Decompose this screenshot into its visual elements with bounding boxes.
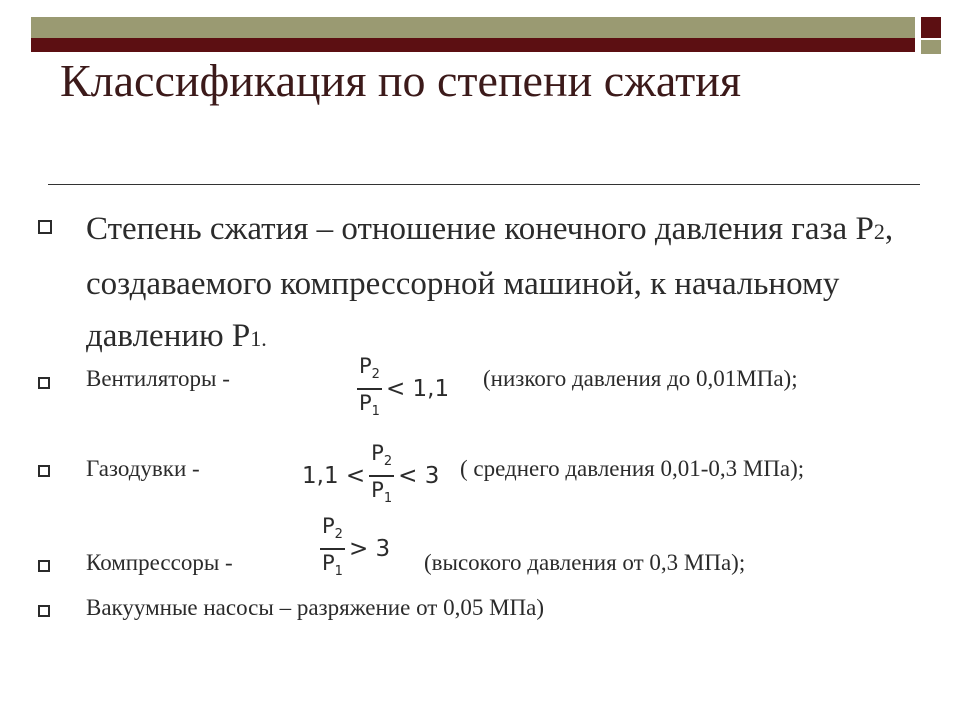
fraction-denominator: $P_1$ (359, 391, 380, 420)
fraction (320, 513, 345, 585)
fraction-denominator: $P_1$ (371, 478, 393, 507)
fraction (369, 440, 394, 512)
bullet-square-icon (38, 605, 50, 617)
formula-relation: < 1,1 (385, 376, 450, 403)
header-decor-bar (31, 17, 915, 38)
fraction-numerator: $P_2$ (357, 353, 382, 390)
fraction-numerator: $P_2$ (369, 440, 394, 477)
formula-relation: > 3 (348, 536, 391, 563)
item-note-blowers: ( среднего давления 0,01-0,3 МПа); (460, 456, 805, 481)
corner-decor-square-lower (921, 40, 941, 54)
definition-period: . (261, 326, 267, 351)
corner-decor-square (921, 17, 941, 38)
formula-fans (357, 353, 453, 425)
item-label-fans: Вентиляторы - (86, 366, 230, 391)
formula-compressors (320, 513, 394, 585)
definition-part2: , создаваемого компрессорной машиной, к начальному давлению Р (86, 211, 894, 354)
bullet-square-icon (38, 560, 50, 572)
item-label-vacuum-pumps: Вакуумные насосы – разряжение от 0,05 МПа) (86, 595, 545, 620)
definition-subscript-2: 2 (873, 219, 885, 244)
item-note-compressors: (высокого давления от 0,3 МПа); (424, 550, 746, 575)
title-divider (48, 184, 920, 185)
slide-title: Классификация по степени сжатия (60, 55, 742, 106)
item-label-compressors: Компрессоры - (86, 550, 233, 575)
definition-subscript-1: 1 (250, 326, 262, 351)
bullet-square-icon (38, 377, 50, 389)
formula-lead: 1,1 < (302, 463, 366, 490)
bullet-square-icon (38, 465, 50, 477)
fraction-denominator: $P_1$ (322, 551, 343, 580)
formula-relation: < 3 (398, 463, 440, 490)
fraction (357, 353, 382, 425)
formula-blowers (298, 440, 443, 512)
bullet-square-icon (38, 220, 52, 234)
item-note-fans: (низкого давления до 0,01МПа); (483, 366, 798, 391)
definition-part1: Степень сжатия – отношение конечного давления газа Р (86, 211, 874, 247)
item-label-blowers: Газодувки - (86, 456, 200, 481)
fraction-numerator: $P_2$ (320, 513, 345, 550)
definition-text (86, 203, 946, 365)
